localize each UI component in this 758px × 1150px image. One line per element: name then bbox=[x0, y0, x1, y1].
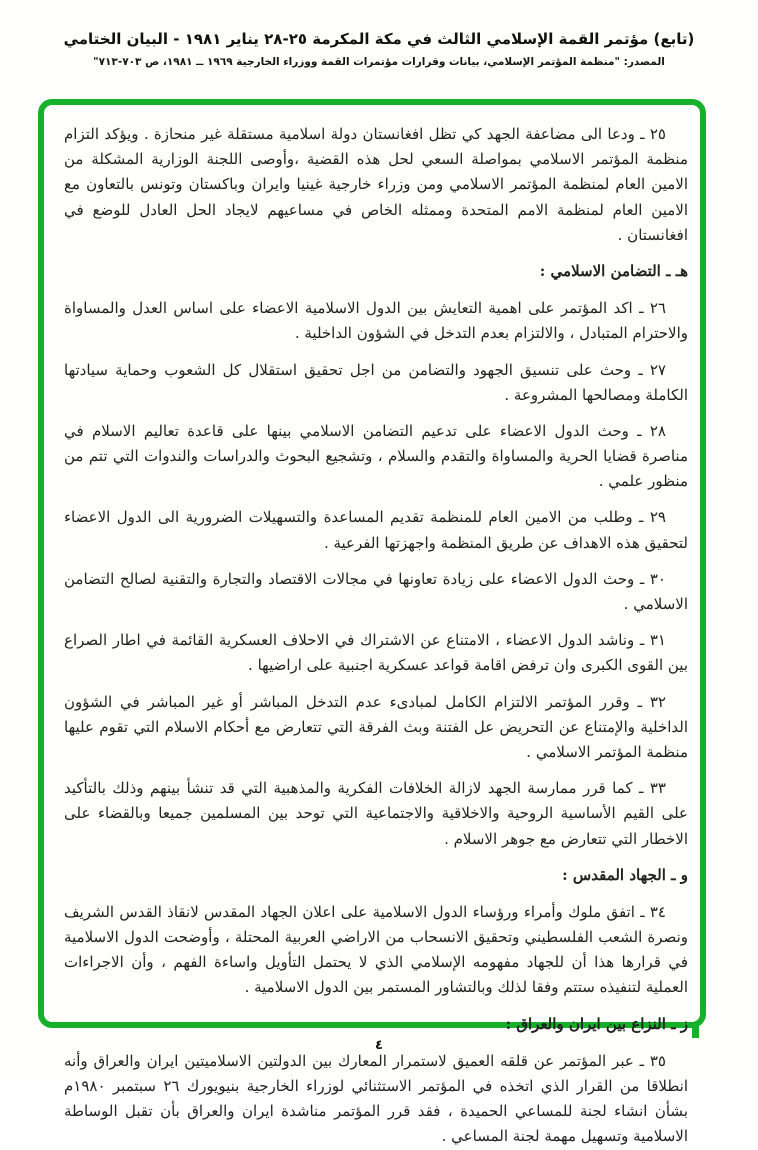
document-paragraph: ٢٦ ـ اكد المؤتمر على اهمية التعايش بين الدول الاسلامية الاعضاء على اساس العدل والمساواة والاحترام المتبادل ، والالتزام بعدم التدخل في الشؤون الداخلية . bbox=[64, 299, 688, 343]
document-header bbox=[0, 30, 758, 68]
document-paragraph: ٣١ ـ وناشد الدول الاعضاء ، الامتناع عن الاشتراك في الاحلاف العسكرية القائمة في اطار الصراع بين القوى الكبرى وان ترفض اقامة قواعد عسكرية اجنبية على اراضيها . bbox=[64, 631, 688, 675]
document-paragraph: ٢٨ ـ وحث الدول الاعضاء على تدعيم التضامن الاسلامي بينها على قاعدة تعاليم الاسلام في مناصرة قضايا الحرية والمساواة والتقدم والسلام ، وتشجيع البحوث والدراسات والندوات التي تتم من منظور علمي . bbox=[64, 421, 688, 491]
document-paragraph: ٣٣ ـ كما قرر ممارسة الجهد لازالة الخلافات الفكرية والمذهبية التي قد تنشأ بينهم وذلك بالتأكيد على القيم الأساسية الروحية والاخلاقية والاجتماعية التي توحد بين المسلمين جميعا وبالقضاء على الاخطار التي تتعارض مع جوهر الاسلام . bbox=[64, 779, 688, 848]
document-title: (تابع) مؤتمر القمة الإسلامي الثالث في مكة المكرمة ٢٥-٢٨ يناير ١٩٨١ - البيان الختامي bbox=[63, 30, 695, 48]
document-paragraph: ٣٥ ـ عبر المؤتمر عن قلقه العميق لاستمرار المعارك بين الدولتين الاسلاميتين ايران والعراق وأنه انطلاقا من القرار الذي اتخذه في المؤتمر الاستثنائي لوزراء الخارجية بنيويورك ٢٦ سبتمبر ١٩٨٠م بشأن انشاء لجنة للمساعي الحميدة ، فقد قرر المؤتمر مناشدة ايران والعراق بأن تقبل الوساطة الاسلامية وتسهيل مهمة لجنة المساعي . bbox=[64, 1051, 688, 1146]
section-heading: و ـ الجهاد المقدس : bbox=[562, 865, 688, 884]
document-paragraph: ٣٤ ـ اتفق ملوك وأمراء ورؤساء الدول الاسلامية على اعلان الجهاد المقدس لانقاذ القدس الشريف ونصرة الشعب الفلسطيني وتحقيق الانسحاب من الاراضي العربية المحتلة ، وأوضحت الدول الاسلامية في قرارها هذا أن للجهاد مفهومه الإسلامي الذي لا يحتمل التأويل واساءة الفهم ، وأن الاجراءات العملية لتنفيذه ستتم وفقا لذلك وبالتشاور المستمر بين الدول الاسلامية . bbox=[64, 902, 688, 997]
page-number: ٤ bbox=[375, 1038, 383, 1053]
document-body bbox=[64, 122, 688, 1146]
document-source-line: المصدر: "منظمة المؤتمر الإسلامي، بيانات وقرارات مؤتمرات القمة ووزراء الخارجية ١٩٦٩ ــ ١٩٨١، ص ٧٠٣-٧١٣" bbox=[93, 56, 665, 68]
green-annotation-border-tail bbox=[692, 1024, 699, 1038]
document-paragraph: ٢٥ ـ ودعا الى مضاعفة الجهد كي تظل افغانستان دولة اسلامية مستقلة غير منحازة . ويؤكد التزام منظمة المؤتمر الاسلامي بمواصلة السعي لحل هذه القضية ،وأوصى اللجنة الوزارية المشكلة من الامين العام لمنظمة المؤتمر الاسلامي ومن وزراء خارجية غينيا وايران وباكستان وتونس بالتعاون مع الامين العام لمنظمة الامم المتحدة وممثله الخاص في مساعيهم لايجاد الحل العادل للوضع في افغانستان . bbox=[64, 125, 688, 244]
document-paragraph: ٢٩ ـ وطلب من الامين العام للمنظمة تقديم المساعدة والتسهيلات الضرورية الى الدول الاعضاء لتحقيق هذه الاهداف عن طريق المنظمة واجهزتها الفرعية . bbox=[64, 508, 688, 552]
document-paragraph: ٣٠ ـ وحث الدول الاعضاء على زيادة تعاونها في مجالات الاقتصاد والتجارة والتقنية لصالح التضامن الاسلامي . bbox=[64, 569, 688, 613]
document-paragraph: ٣٢ ـ وقرر المؤتمر الالتزام الكامل لمبادىء عدم التدخل المباشر أو غير المباشر في الشؤون الداخلية والإمتناع عن التحريض عل الفتنة وبث الفرقة التي تتعارض مع أحكام الاسلام التي تقوم عليها منظمة المؤتمر الاسلامي . bbox=[64, 692, 688, 761]
section-heading: هـ ـ التضامن الاسلامي : bbox=[539, 261, 688, 280]
section-heading: ز ـ النزاع بين ايران والعراق : bbox=[505, 1014, 688, 1033]
document-paragraph: ٢٧ ـ وحث على تنسيق الجهود والتضامن من اجل تحقيق استقلال كل الشعوب وحماية سيادتها الكاملة ومصالحها المشروعة . bbox=[64, 360, 688, 404]
